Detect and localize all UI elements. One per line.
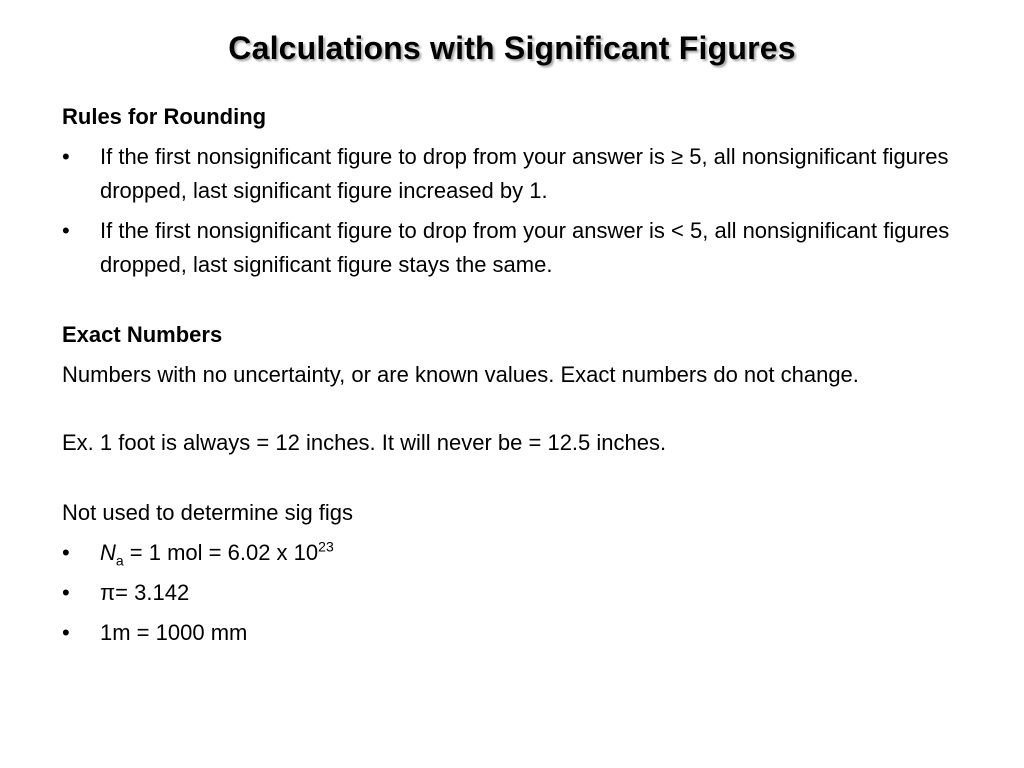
rounding-rule-up [62, 140, 962, 208]
bullet-marker: • [62, 580, 70, 605]
exact-numbers-example: Ex. 1 foot is always = 12 inches. It will never be = 12.5 inches. [62, 430, 667, 455]
slide-body [62, 100, 962, 650]
avogadro-symbol: N [100, 540, 116, 565]
pi-text: π= 3.142 [100, 580, 190, 605]
bullet-marker: • [62, 218, 70, 243]
exact-numbers-heading: Exact Numbers [62, 322, 223, 347]
bullet-marker: • [62, 144, 70, 169]
page-title: Calculations with Significant Figures [228, 30, 796, 66]
meter-text: 1m = 1000 mm [100, 620, 248, 645]
bullet-marker: • [62, 540, 70, 565]
rounding-rule-up-text: If the first nonsignificant figure to drop from your answer is ≥ 5, all nonsignificant figures dropped, last significant figure increased by 1. [100, 144, 949, 203]
bullet-marker: • [62, 620, 70, 645]
not-used-heading: Not used to determine sig figs [62, 500, 354, 525]
exact-numbers-description: Numbers with no uncertainty, or are known values. Exact numbers do not change. [62, 362, 859, 387]
avogadro-item [62, 536, 962, 570]
avogadro-subscript: a [115, 552, 124, 569]
rounding-rule-same [62, 214, 962, 282]
meter-item [62, 616, 962, 650]
rounding-heading: Rules for Rounding [62, 104, 267, 129]
rounding-rule-same-text: If the first nonsignificant figure to drop from your answer is < 5, all nonsignificant figures dropped, last significant figure stays the same. [100, 218, 950, 277]
avogadro-text: = 1 mol = 6.02 x 10 [123, 540, 319, 565]
pi-item [62, 576, 962, 610]
avogadro-exponent: 23 [318, 538, 334, 555]
